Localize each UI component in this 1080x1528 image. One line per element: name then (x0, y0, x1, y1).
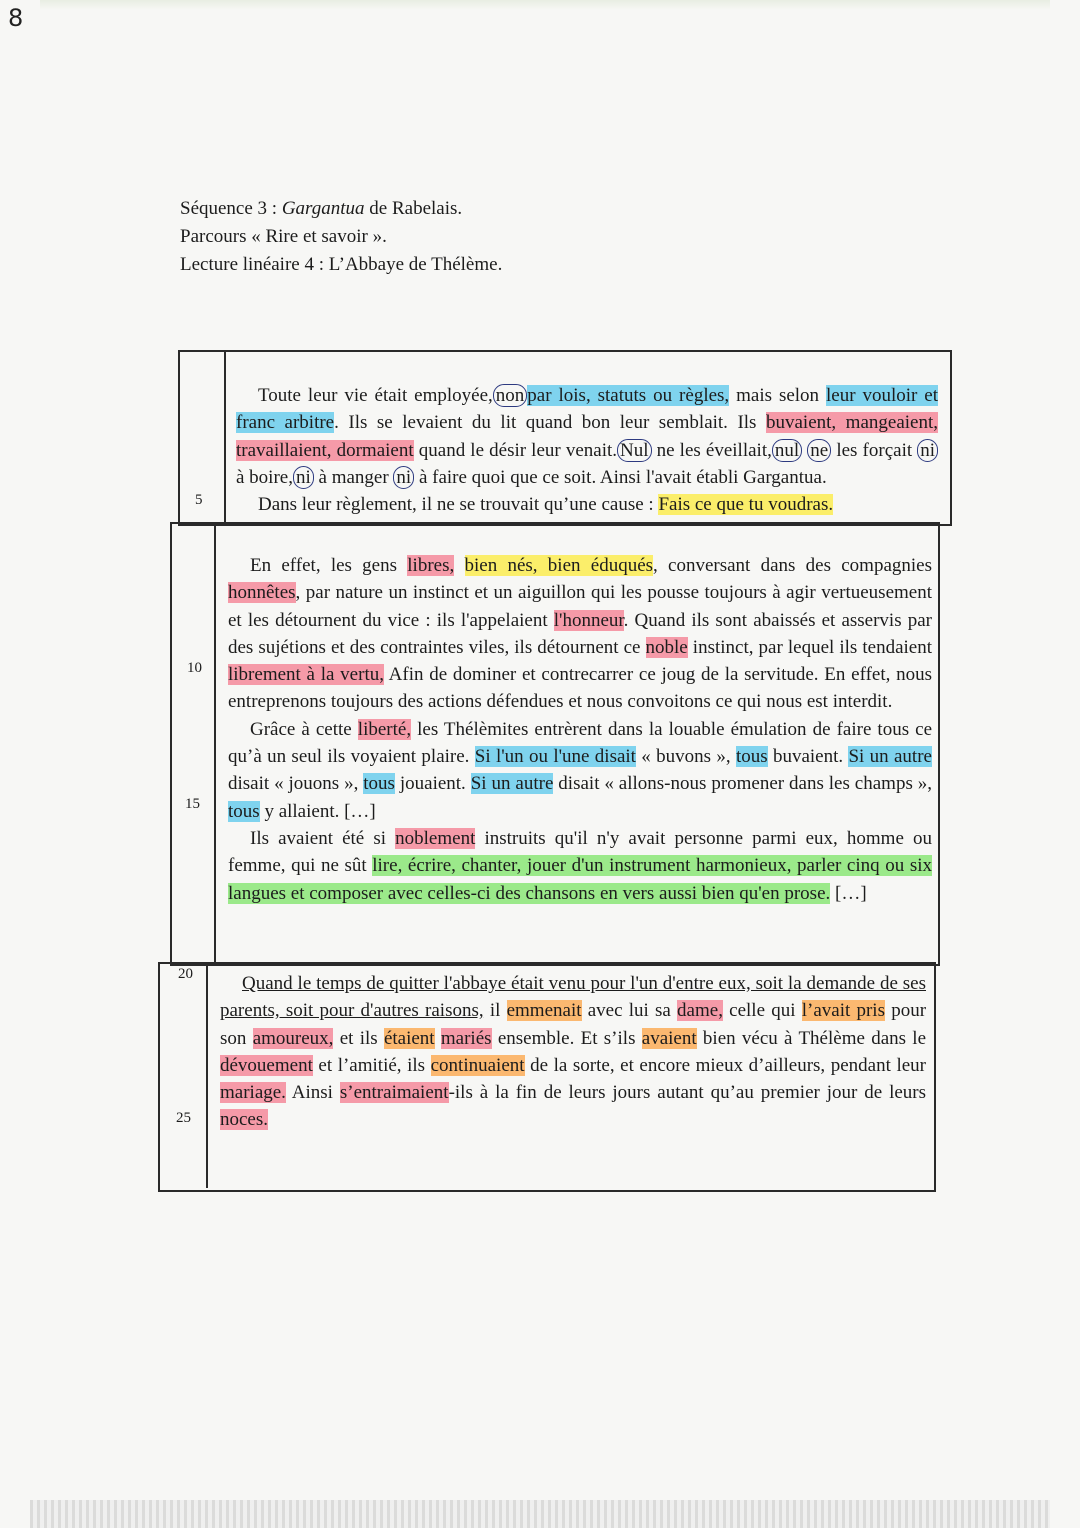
highlight: amoureux, (252, 1027, 334, 1049)
line-number: 20 (178, 966, 193, 982)
paragraph-5: Ils avaient été si noblement instruits qu'il n'y avait personne parmi eux, homme ou femme, qui ne sût lire, écrire, chanter, jouer d'un instrument harmonieux, parler cinq ou six langues et composer avec celles-ci des chansons en vers aussi bien qu'en prose. […] (228, 827, 932, 904)
margin-divider (224, 350, 226, 522)
highlight: tous (735, 746, 768, 768)
margin-divider (206, 962, 208, 1188)
section-1-text (236, 382, 938, 518)
circled-word: ni (293, 466, 314, 489)
highlight: dame, (677, 1000, 723, 1022)
highlight: liberté, (357, 718, 412, 740)
highlight: mariés (440, 1027, 492, 1049)
page-top-edge (40, 0, 1050, 10)
document-header (180, 195, 502, 279)
margin-divider (214, 522, 216, 962)
highlight: emmenait (506, 1000, 582, 1022)
highlight: Si un autre (848, 746, 932, 768)
page-number: 8 (8, 4, 24, 32)
highlight: libres, (407, 555, 455, 576)
highlight: noces. (220, 1109, 269, 1131)
highlight: l’avait pris (801, 1000, 885, 1022)
line-number: 10 (187, 660, 202, 676)
line-number: 25 (176, 1110, 191, 1126)
highlight: librement à la vertu, (228, 664, 384, 686)
circled-word: ni (917, 439, 938, 462)
paragraph-3: En effet, les gens libres, bien nés, bien éduqués, conversant dans des compagnies honnêtes, par nature un instinct et un aiguillon qui les pousse toujours à agir vertueusement et les détournent du vice : ils l'appelaient l'honneur. Quand ils sont abaissés et asservis par des sujétions et des contraintes viles, ils détournent ce noble instinct, par lequel ils tendaient librement à la vertu, Afin de dominer et contrecarrer ce joug de la servitude. En effet, nous entreprenons toujours des actions défendues et nous convoitons ce qui nous est interdit. (228, 555, 933, 713)
highlight: dévouement (220, 1054, 313, 1076)
highlight: lire, écrire, chanter, jouer d'un instrument harmonieux, parler cinq ou six langues et composer avec celles-ci des chansons en vers aussi bien qu'en prose. (228, 855, 932, 904)
header-sequence: Séquence 3 : Gargantua de Rabelais. (180, 198, 463, 219)
highlight: mariage. (220, 1082, 286, 1104)
paragraph-6: Quand le temps de quitter l'abbaye était venu pour l'un d'entre eux, soit la demande de ses parents, soit pour d'autres raisons, il emmenait avec lui sa dame, celle qui l’avait pris pour son amoureux, et ils étaient mariés ensemble. Et s’ils avaient bien vécu à Thélème dans le dévouement et l’amitié, ils continuaient de la sorte, et encore mieux d’ailleurs, pendant leur mariage. Ainsi s’entraimaient-ils à la fin de leurs jours autant qu’au premier jour de leurs noces. (220, 973, 927, 1131)
circled-word: nul (772, 439, 802, 462)
paragraph-4: Grâce à cette liberté, les Thélèmites entrèrent dans la louable émulation de faire tous ce qu’à un seul ils voyaient plaire. Si l'un ou l'une disait « buvons », tous buvaient. Si un autre disait « jouons », tous jouaient. Si un autre disait « allons-nous promener dans les champs », tous y allaient. […] (228, 718, 933, 822)
circled-word: ne (807, 439, 831, 462)
highlight: Fais ce que tu voudras. (658, 494, 834, 516)
section-3-text (220, 970, 926, 1134)
line-number: 15 (185, 796, 200, 812)
highlight: tous (228, 800, 260, 822)
circled-word: Nul (617, 439, 652, 462)
highlight: tous (363, 773, 395, 795)
section-2-text (228, 552, 932, 907)
highlight: continuaient (430, 1054, 525, 1076)
paragraph-2: Dans leur règlement, il ne se trouvait qu’une cause : Fais ce que tu voudras. (258, 494, 834, 516)
highlight: Si l'un ou l'une disait (474, 746, 636, 768)
highlight: noblement (395, 827, 476, 849)
highlight: s’entraimaient (339, 1082, 449, 1104)
page-bottom-edge (30, 1500, 1050, 1528)
header-parcours: Parcours « Rire et savoir ». (180, 226, 387, 247)
line-number: 5 (195, 492, 203, 508)
paragraph-1: Toute leur vie était employée, non par lois, statuts ou règles, mais selon leur vouloir et franc arbitre. Ils se levaient du lit quand bon leur semblait. Ils buvaient, mangeaient, travaillaient, dormaient quand le désir leur venait. Nul ne les éveillait, nul ne les forçait ni à boire, ni à manger ni à faire quoi que ce soit. Ainsi l'avait établi Gargantua. (236, 385, 938, 488)
highlight: avaient (641, 1027, 697, 1049)
highlight: l'honneur (553, 609, 624, 631)
underlined-text: Quand le temps de quitter l'abbaye était venu pour l'un d'entre eux, soit la demande de ses parents, soit pour d'autres raisons, (220, 973, 926, 1022)
highlight: honnêtes (228, 582, 296, 604)
highlight: Si un autre (470, 773, 554, 795)
highlight: par lois, statuts ou règles, (527, 385, 730, 406)
header-lecture: Lecture linéaire 4 : L’Abbaye de Thélème. (180, 254, 503, 275)
circled-word: ni (393, 466, 414, 489)
highlight: leur vouloir et franc arbitre (236, 385, 938, 434)
highlight: noble (645, 636, 688, 658)
work-title: Gargantua (281, 198, 365, 219)
highlight: étaient (383, 1027, 435, 1049)
circled-word: non (493, 384, 528, 407)
highlight: bien nés, bien éduqués (464, 555, 654, 576)
highlight: buvaient, mangeaient, travaillaient, dormaient (236, 412, 938, 461)
